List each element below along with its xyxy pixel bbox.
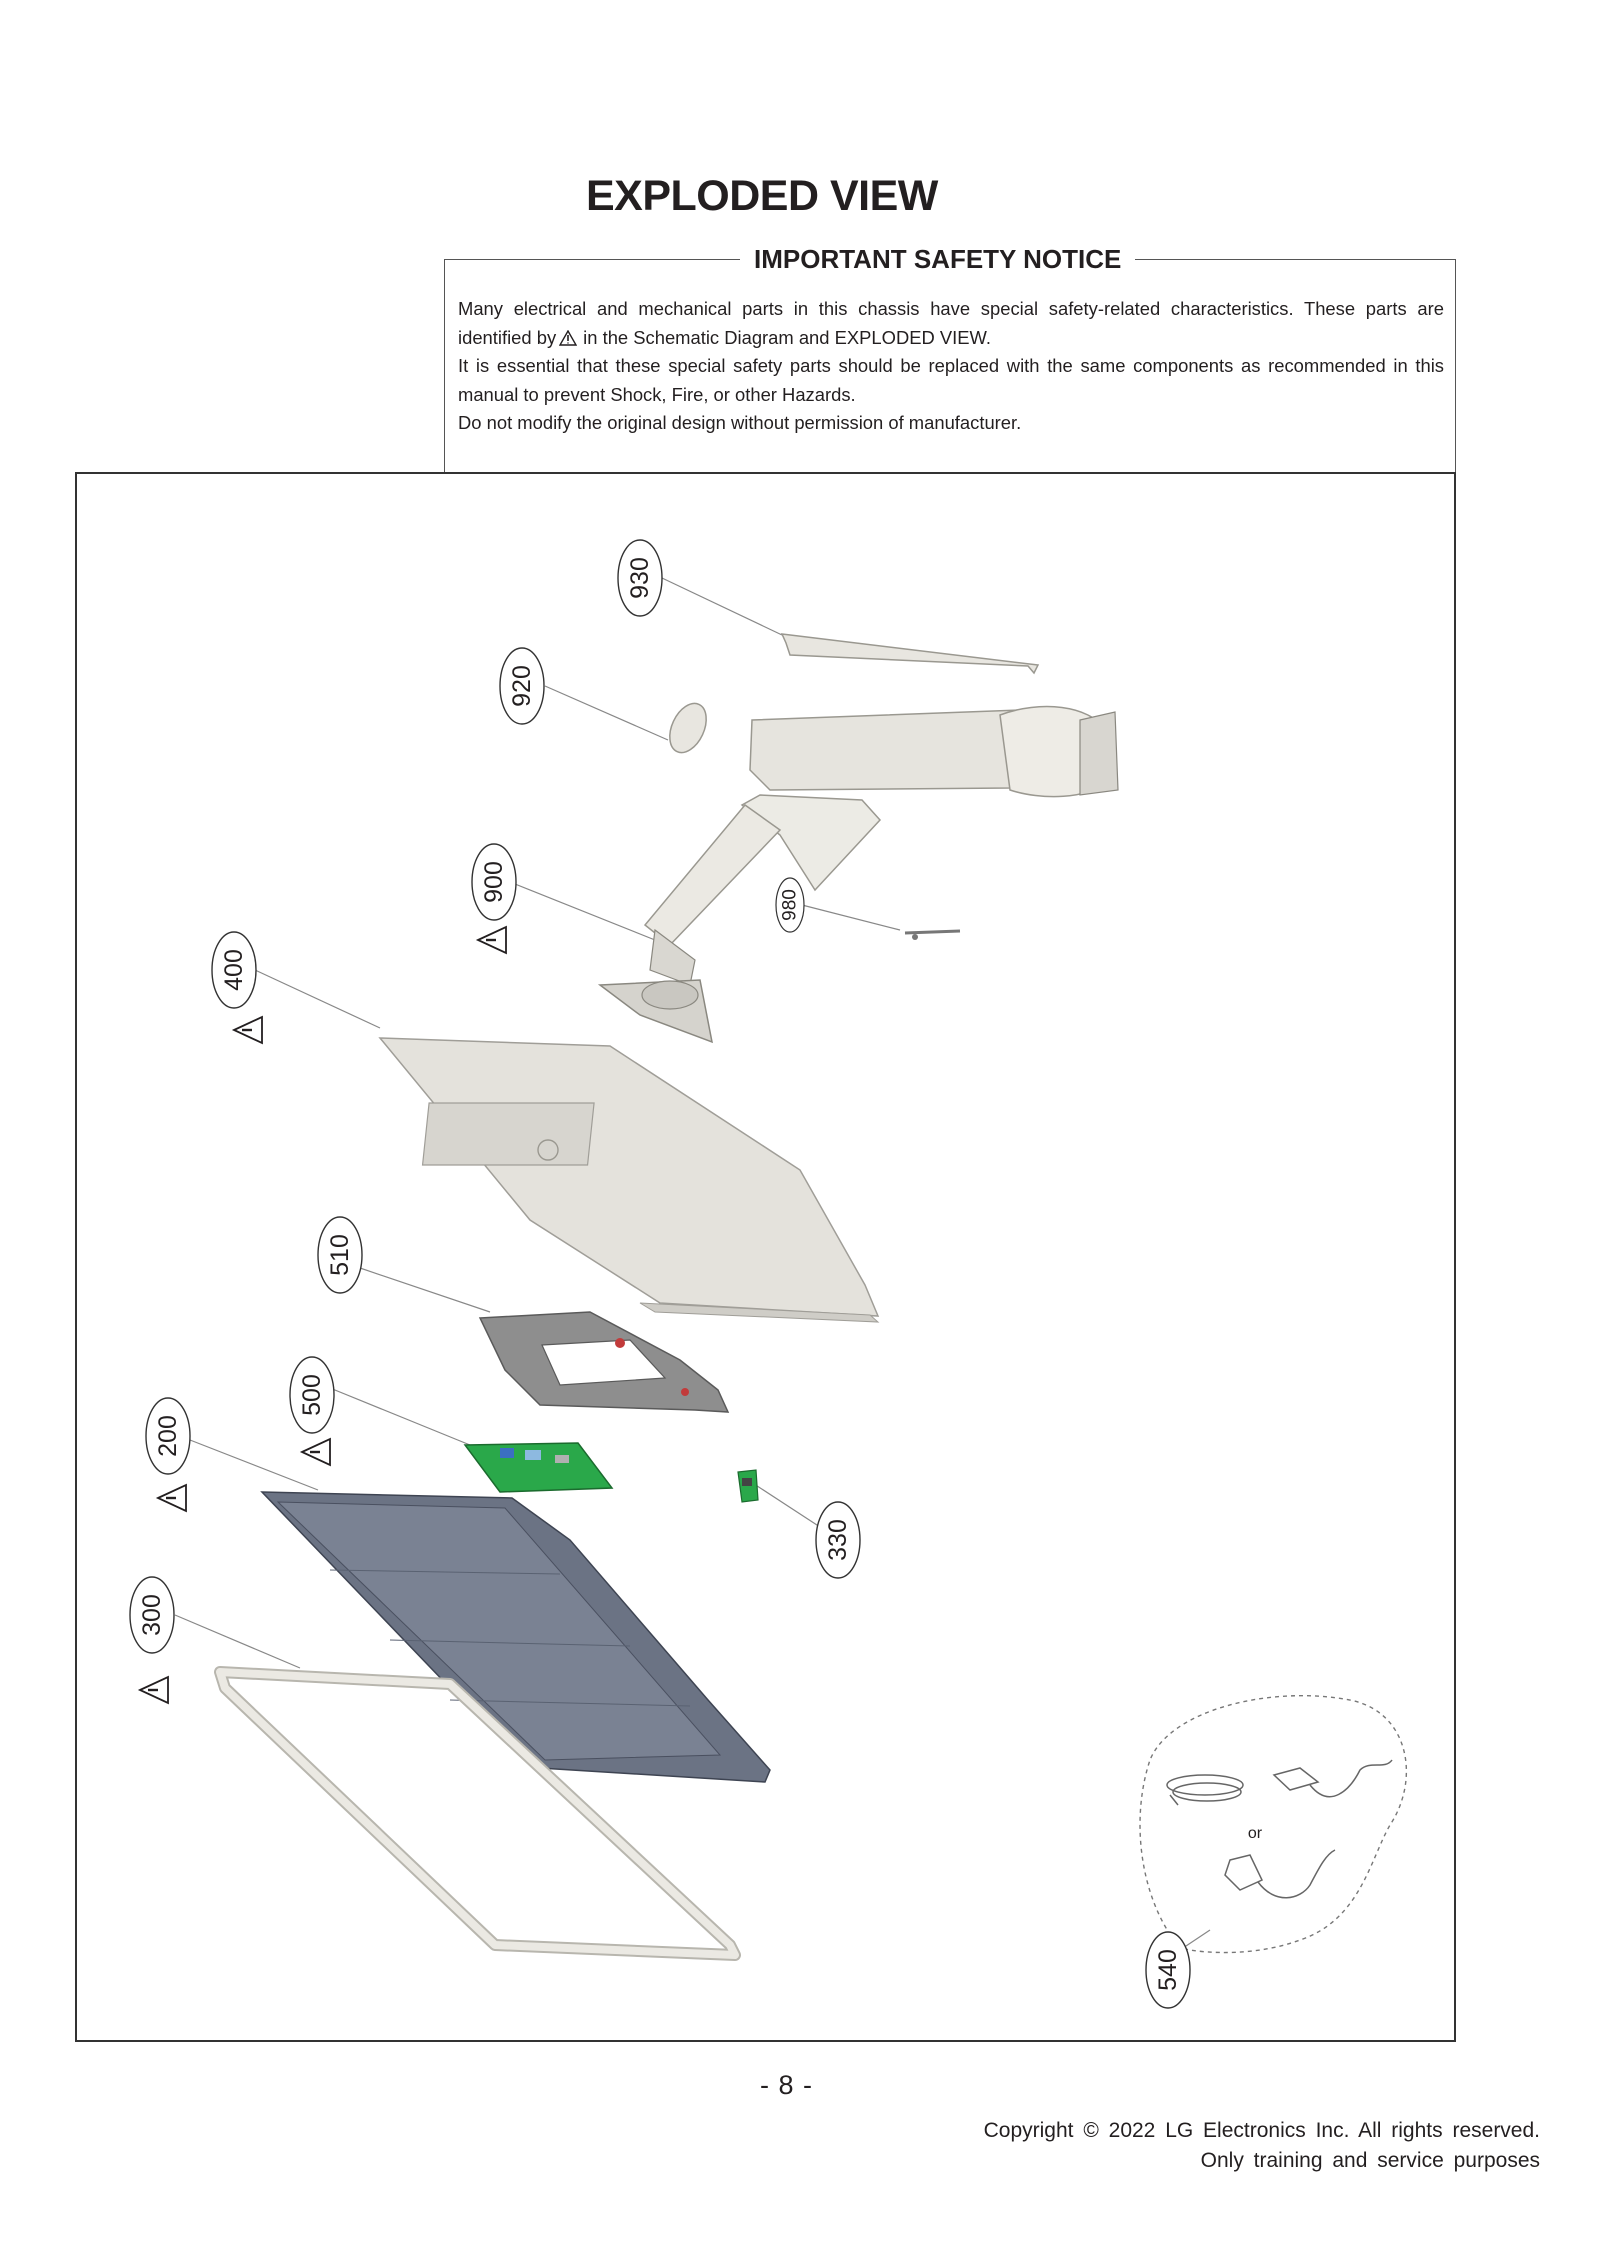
callout-900-label: 900 [480,861,508,903]
callout-900 [472,844,516,920]
callout-920-label: 920 [508,665,536,707]
safety-notice-title: IMPORTANT SAFETY NOTICE [740,243,1135,275]
callout-930-label: 930 [626,557,654,599]
page-title: EXPLODED VIEW [586,172,938,220]
wall-adapter-icon [1225,1850,1335,1898]
warning-triangle-icon [140,1677,168,1703]
callout-930 [618,540,662,616]
part-540-accessory-group [1140,1696,1406,1953]
part-900-stand-arm [600,707,1118,1042]
accessory-or-label: or [1247,1825,1263,1842]
callout-300-label: 300 [138,1594,166,1636]
part-930-cover [782,634,1038,673]
callout-330 [816,1502,860,1578]
callout-330-label: 330 [824,1519,852,1561]
warning-triangle-icon [478,927,506,953]
page-number: - 8 - [760,2070,814,2100]
callout-510 [318,1217,362,1293]
callout-400-label: 400 [220,949,248,991]
part-400-back-cover [380,1038,878,1322]
callout-540-label: 540 [1154,1949,1182,1991]
callout-500-label: 500 [298,1374,326,1416]
callout-500 [290,1357,334,1433]
safety-notice-text-1: Many electrical and mechanical parts in this chassis have special safety-related characteristics. These parts are identified by [458,298,1444,348]
callout-200-label: 200 [154,1415,182,1457]
callout-510-label: 510 [326,1234,354,1276]
callout-300 [130,1577,174,1653]
safety-notice-paragraph-2: It is essential that these special safety parts should be replaced with the same components as recommended in this manual to prevent Shock, Fire, or other Hazards. [458,355,1444,405]
callout-540 [1146,1932,1190,2008]
callout-920 [500,648,544,724]
safety-notice-paragraph-3: Do not modify the original design without permission of manufacturer. [458,412,1022,433]
part-510-bracket [480,1312,728,1412]
copyright-line-1: Copyright © 2022 LG Electronics Inc. All rights reserved. [983,2119,1540,2142]
callout-980 [776,878,804,932]
part-920-cap [663,698,714,759]
callout-980-label: 980 [779,889,801,921]
part-330-small-board [738,1470,758,1502]
safety-notice-text-1-tail: in the Schematic Diagram and EXPLODED VIEW. [583,326,991,348]
copyright [840,2116,1540,2176]
warning-triangle-icon [302,1439,330,1465]
copyright-line-2: Only training and service purposes [1200,2149,1540,2172]
part-980-screw [905,931,960,940]
callout-400 [212,932,256,1008]
warning-triangle-icon [158,1485,186,1511]
power-cord-icon [1167,1775,1243,1805]
part-500-main-board [465,1443,612,1492]
callout-200 [146,1398,190,1474]
adapter-icon [1274,1760,1392,1797]
warning-triangle-icon [234,1017,262,1043]
